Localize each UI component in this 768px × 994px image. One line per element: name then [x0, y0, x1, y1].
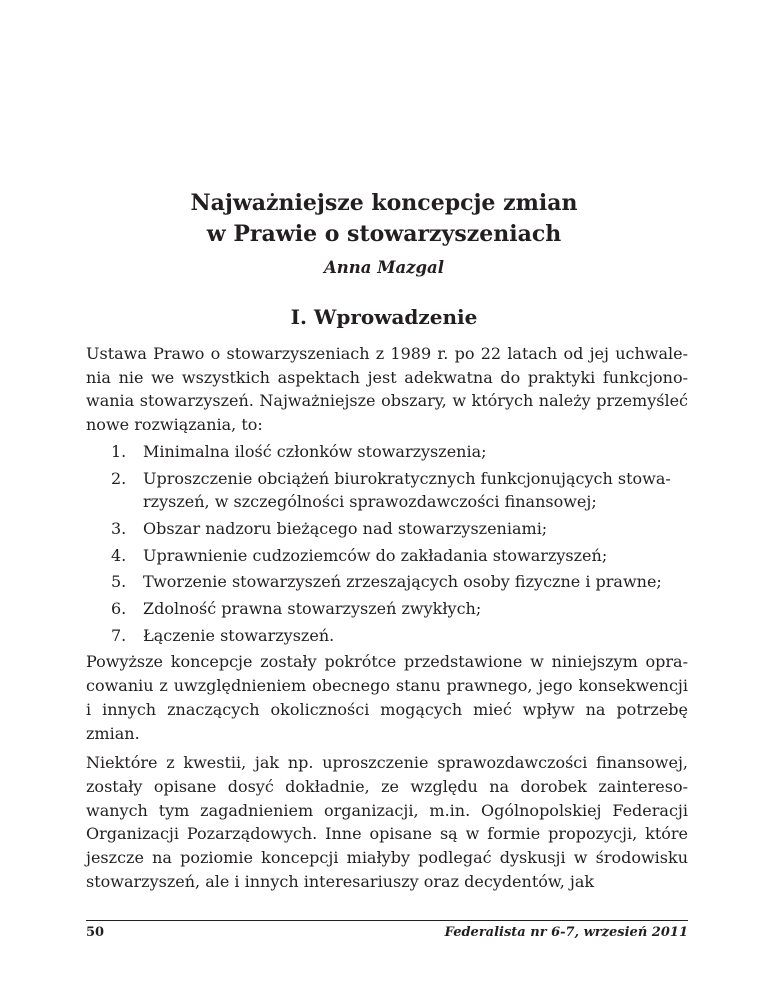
- list-text: Obszar nadzoru bieżącego nad stowarzyszeniami;: [143, 518, 548, 538]
- list-text: Minimalna ilość członków stowarzyszenia;: [143, 441, 487, 461]
- article-body: [86, 342, 688, 893]
- concepts-list: [86, 440, 688, 648]
- title-line-2: w Prawie o stowarzyszeniach: [206, 221, 562, 247]
- list-item: [86, 467, 688, 514]
- summary-paragraph: Powyższe koncepcje zostały pokrótce przedstawione w niniejszym opracowaniu z uwzględnieniem obecnego stanu prawnego, jego konsekwencji i innych znaczących okoliczności mogących mieć wpływ na potrzebę zmian.: [86, 652, 688, 743]
- intro-paragraph: Ustawa Prawo o stowarzyszeniach z 1989 r. po 22 latach od jej uchwalenia nie we wszystkich aspektach jest adekwatna do praktyki funkcjonowania stowarzyszeń. Najważniejsze obszary, w których należy przemyśleć nowe rozwiązania, to:: [86, 344, 688, 435]
- footer-divider: [86, 920, 688, 921]
- section-heading: I. Wprowadzenie: [290, 305, 478, 329]
- list-number: 3.: [111, 518, 127, 538]
- list-text: Zdolność prawna stowarzyszeń zwykłych;: [143, 599, 482, 619]
- article-title: [0, 188, 768, 250]
- list-item: [86, 517, 688, 541]
- list-text: Uprawnienie cudzoziemców do zakładania stowarzyszeń;: [143, 545, 608, 565]
- list-item: [86, 597, 688, 621]
- list-number: 7.: [111, 625, 127, 645]
- list-item: [86, 624, 688, 648]
- author-name: Anna Mazgal: [323, 258, 445, 277]
- list-number: 4.: [111, 545, 127, 565]
- list-item: [86, 544, 688, 568]
- detail-paragraph: Niektóre z kwestii, jak np. uproszczenie sprawozdawczości finansowej, zostały opisane dosyć dokładnie, ze względu na dorobek zainteresowanych tym zagadnieniem organizacji, m.in. Ogólnopolskiej Federacji Organizacji Pozarządowych. Inne opisane są w formie propozycji, które jeszcze na poziomie koncepcji miałyby podlegać dyskusji w środowisku stowarzyszeń, ale i innych interesariuszy oraz decydentów, jak: [86, 753, 688, 891]
- list-number: 2.: [111, 468, 127, 488]
- list-text: Łączenie stowarzyszeń.: [143, 625, 335, 645]
- list-number: 6.: [111, 599, 127, 619]
- title-line-1: Najważniejsze koncepcje zmian: [190, 190, 578, 216]
- page-number: 50: [86, 925, 105, 940]
- journal-citation: Federalista nr 6-7, wrzesień 2011: [444, 925, 688, 940]
- list-text: Tworzenie stowarzyszeń zrzeszających osoby fizyczne i prawne;: [143, 572, 662, 592]
- list-text: Uproszczenie obciążeń biurokratycznych funkcjonujących stowarzyszeń, w szczególności sprawozdawczości finansowej;: [143, 468, 671, 512]
- list-number: 5.: [111, 572, 127, 592]
- list-number: 1.: [111, 441, 127, 461]
- list-item: [86, 440, 688, 464]
- list-item: [86, 570, 688, 594]
